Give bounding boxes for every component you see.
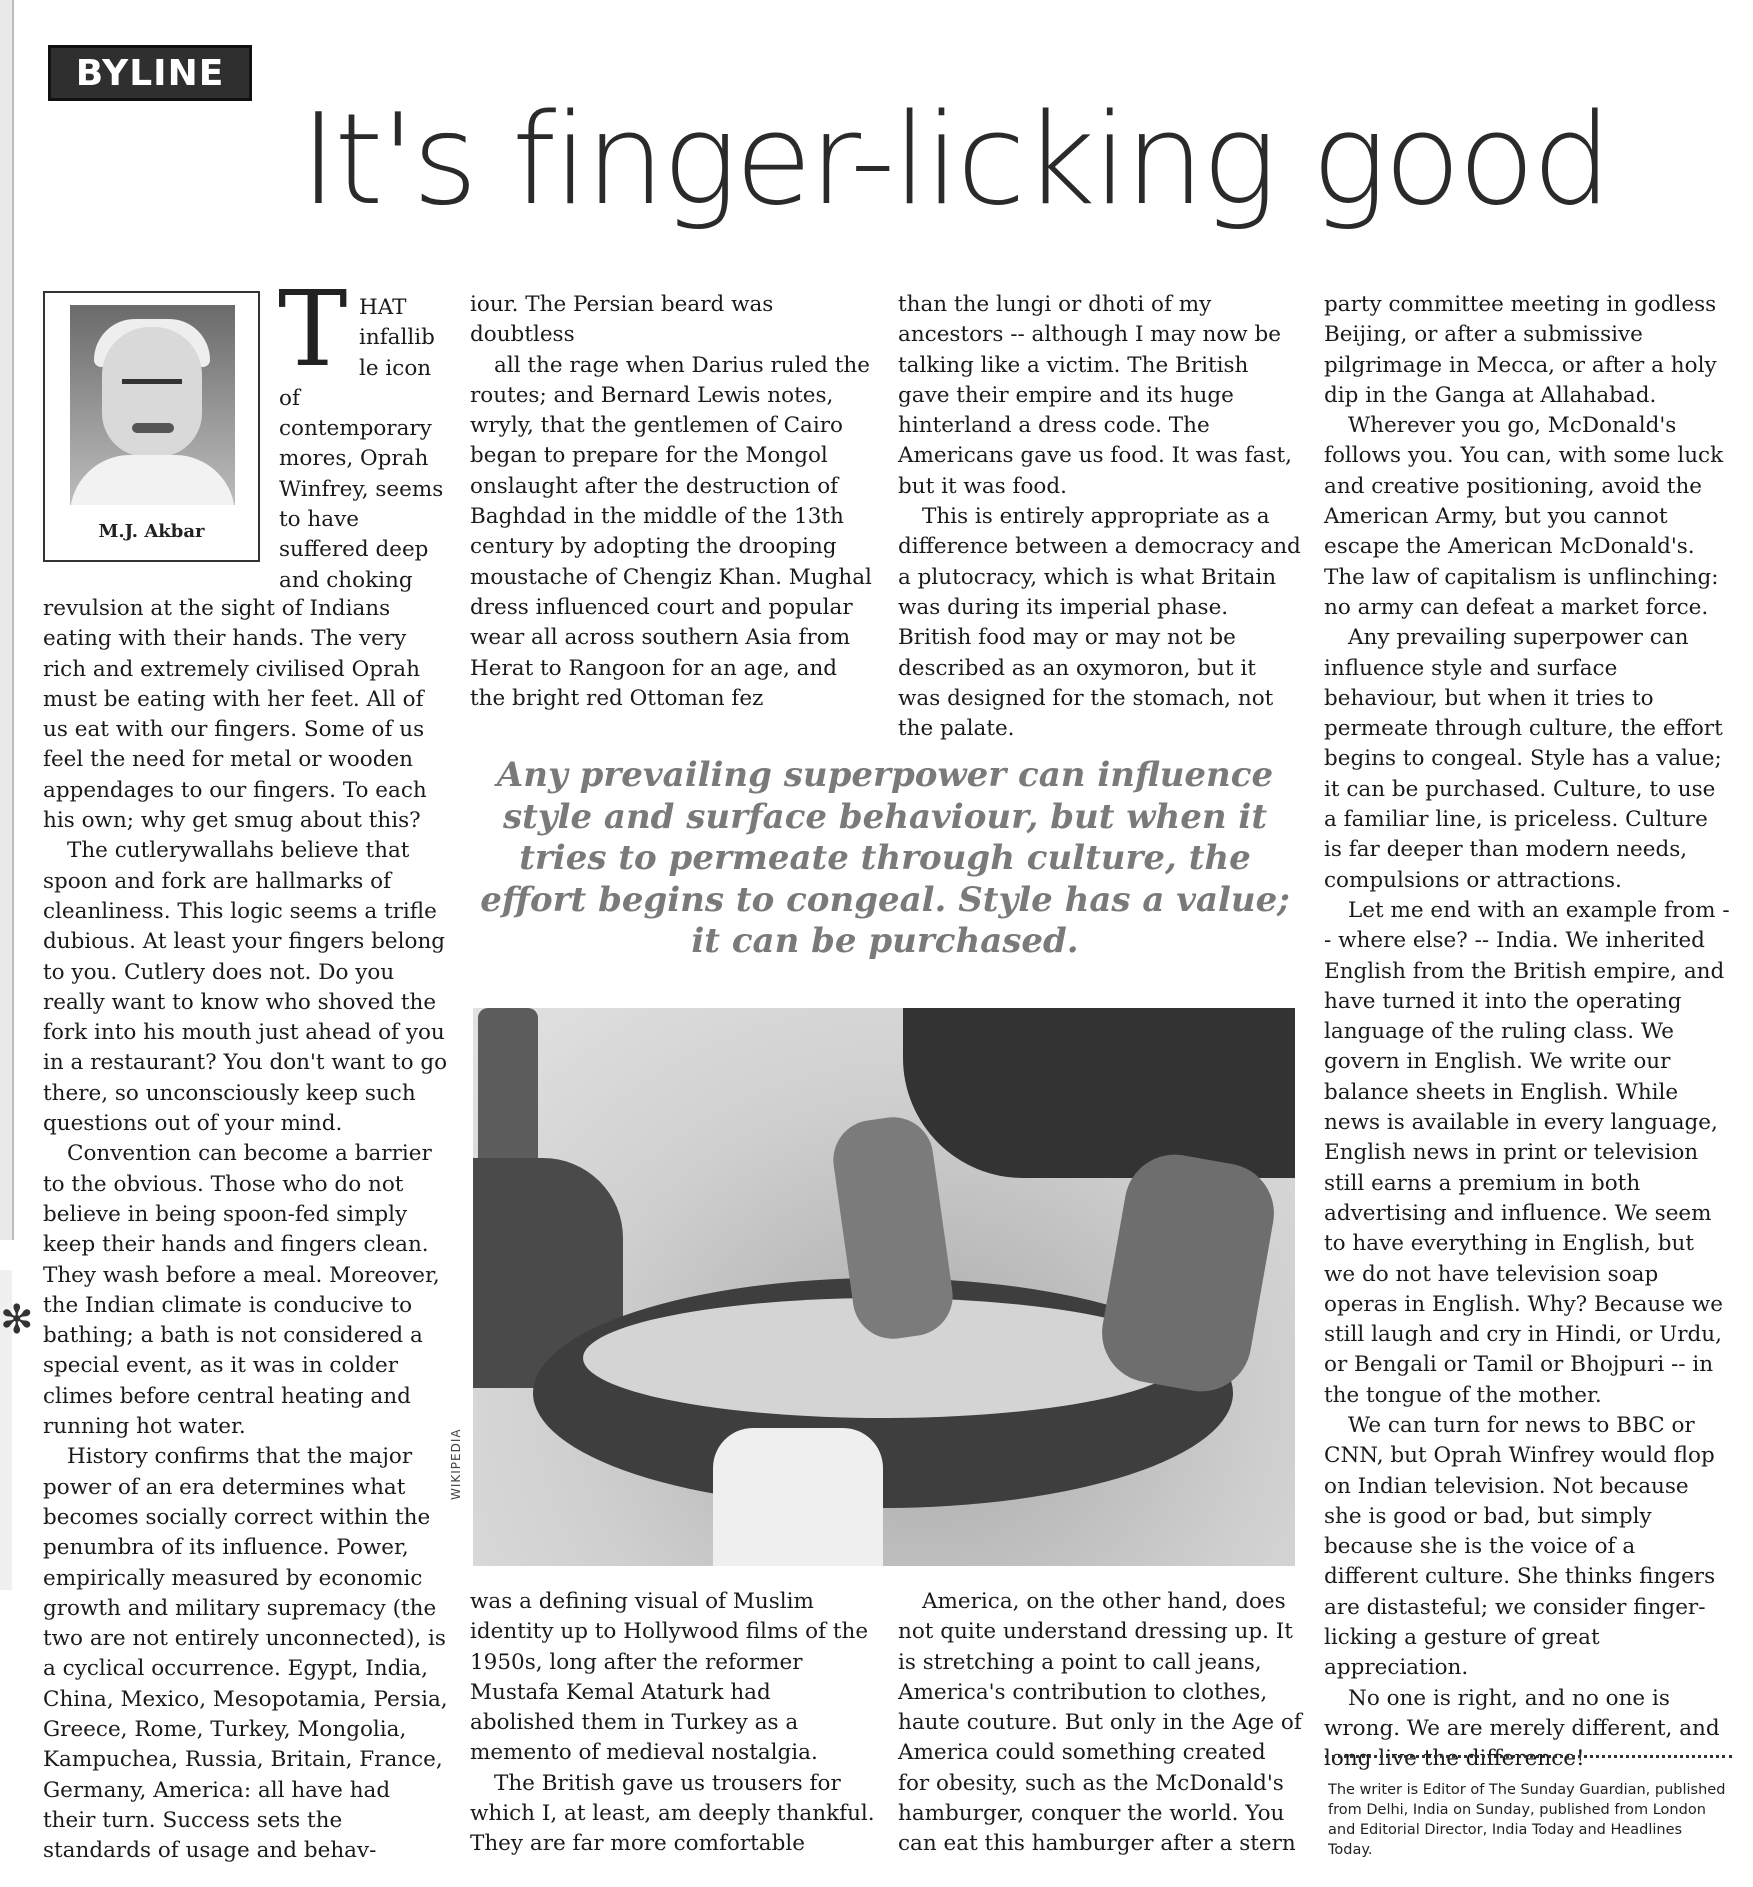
paragraph: Any prevailing superpower can influence style and surface behaviour, but when it tries to permeate through culture, the effort begins to congeal. Style has a value; it can be purchased. Culture, to use a familiar line, is priceless. Culture is far deeper than modern needs, compulsions or attractions. xyxy=(1324,625,1723,893)
paragraph: History confirms that the major power of an era determines what becomes socially correct within the penumbra of its influence. Power, empirically measured by economic growth and military supremacy (the two are not entirely unconnected), is a cyclical occurrence. Egypt, India, China, Mexico, Mesopotamia, Persia, Greece, Rome, Turkey, Mongolia, Kampuchea, Russia, Britain, France, Germany, America: all have had their turn. Success sets the standards of usage and behav- xyxy=(43,1444,448,1864)
paragraph: iour. The Persian beard was doubtless xyxy=(470,292,774,348)
paragraph: Let me end with an example from -- where else? -- India. We inherited English from the British empire, and have turned it into the operating language of the ruling class. We govern in English. We write our balance sheets in English. While news is available in every language, English news in print or television still earns a premium in both advertising and influence. We seem to have everything in English, but we do not have television soap operas in English. Why? Because we still laugh and cry in Hindi, or Urdu, or Bengali or Tamil or Bhojpuri -- in the tongue of the mother. xyxy=(1324,897,1730,1408)
column-2-bottom xyxy=(470,1587,875,1860)
paragraph: This is entirely appropriate as a difference between a democracy and a plutocracy, which is what Britain was during its imperial phase. British food may or may not be described as an oxymoron, but it was designed for the stomach, not the palate. xyxy=(898,504,1301,742)
column-4 xyxy=(1324,290,1731,1775)
column-1 xyxy=(43,594,448,1866)
paragraph: was a defining visual of Muslim identity up to Hollywood films of the 1950s, long after the reformer Mustafa Kemal Ataturk had abolished them in Turkey as a memento of medieval nostalgia. xyxy=(470,1589,869,1766)
paragraph: all the rage when Darius ruled the routes; and Bernard Lewis notes, wryly, that the gentlemen of Cairo began to prepare for the Mongol onslaught after the destruction of Baghdad in the middle of the 13th century by adopting the drooping moustache of Chengiz Khan. Mughal dress influenced court and popular wear all across southern Asia from Herat to Rangoon for an age, and the bright red Ottoman fez xyxy=(470,352,872,711)
photo-credit: WIKIPEDIA xyxy=(449,1428,463,1500)
drop-cap: T xyxy=(278,268,348,390)
intro-line: of xyxy=(279,385,300,411)
intro-line: le icon xyxy=(359,355,432,381)
article-photo xyxy=(473,1008,1295,1566)
pull-quote: Any prevailing superpower can influence style and surface behaviour, but when it tries to permeate through culture, the effort begins to congeal. Style has a value; it can be purchased. xyxy=(480,755,1290,961)
paragraph: We can turn for news to BBC or CNN, but Oprah Winfrey would flop on Indian television. Not because she is good or bad, but simply because she is the voice of a different culture. She thinks fingers are distasteful; we consider finger-licking a gesture of great appreciation. xyxy=(1324,1412,1716,1681)
section-label: BYLINE xyxy=(48,45,252,101)
author-bio: The writer is Editor of The Sunday Guardian, published from Delhi, India on Sunday, published from London and Editorial Director, India Today and Headlines Today. xyxy=(1328,1782,1726,1858)
paragraph: The British gave us trousers for which I, at least, am deeply thankful. They are far more comfortable xyxy=(470,1770,875,1857)
author-photo xyxy=(70,305,235,505)
column-1-intro xyxy=(279,293,449,596)
author-box xyxy=(43,291,260,562)
binding-mark-icon: ✻ xyxy=(0,1297,34,1343)
paragraph: revulsion at the sight of Indians eating with their hands. The very rich and extremely civilised Oprah must be eating with her feet. All of us eat with our fingers. Some of us feel the need for metal or wooden appendages to our fingers. To each his own; why get smug about this? xyxy=(43,596,427,834)
paragraph: Wherever you go, McDonald's follows you. You can, with some luck and creative positioning, avoid the American Army, but you cannot escape the American McDonald's. The law of capitalism is unflinching: no army can defeat a market force. xyxy=(1324,413,1724,620)
column-2-top xyxy=(470,290,875,714)
intro-line: and choking xyxy=(279,567,413,593)
paragraph: Convention can become a barrier to the obvious. Those who do not believe in being spoon-fed simply keep their hands and fingers clean. They wash before a meal. Moreover, the Indian climate is conducive to bathing; a bath is not considered a special event, as it was in colder climes before central heating and running hot water. xyxy=(43,1141,440,1440)
page-edge xyxy=(0,0,14,1240)
intro-line: infallib xyxy=(359,325,435,351)
intro-line: to have xyxy=(279,507,359,533)
paragraph: The cutlerywallahs believe that spoon and fork are hallmarks of cleanliness. This logic seems a trifle dubious. At least your fingers belong to you. Cutlery does not. Do you really want to know who shoved the fork into his mouth just ahead of you in a restaurant? You don't want to go there, so unconsciously keep such questions out of your mind. xyxy=(43,838,448,1137)
intro-line: HAT xyxy=(359,295,407,320)
paragraph: than the lungi or dhoti of my ancestors -- although I may now be talking like a victim. The British gave their empire and its huge hinterland a dress code. The Americans gave us food. It was fast, but it was food. xyxy=(898,292,1292,499)
headline: It's finger-licking good xyxy=(300,86,1610,233)
bio-divider xyxy=(1325,1755,1732,1758)
paragraph: No one is right, and no one is wrong. We are merely different, and long live the difference! xyxy=(1324,1685,1720,1772)
intro-line: Winfrey, seems xyxy=(279,476,444,502)
intro-line: mores, Oprah xyxy=(279,446,429,472)
author-name: M.J. Akbar xyxy=(98,521,205,542)
paragraph: party committee meeting in godless Beijing, or after a submissive pilgrimage in Mecca, or after a holy dip in the Ganga at Allahabad. xyxy=(1324,292,1717,408)
intro-line: suffered deep xyxy=(279,537,429,563)
intro-line: contemporary xyxy=(279,416,432,442)
column-3-top xyxy=(898,290,1303,744)
column-3-bottom xyxy=(898,1587,1303,1860)
paragraph: America, on the other hand, does not quite understand dressing up. It is stretching a point to call jeans, America's contribution to clothes, haute couture. But only in the Age of America could something created for obesity, such as the McDonald's hamburger, conquer the world. You can eat this hamburger after a stern xyxy=(898,1589,1302,1857)
